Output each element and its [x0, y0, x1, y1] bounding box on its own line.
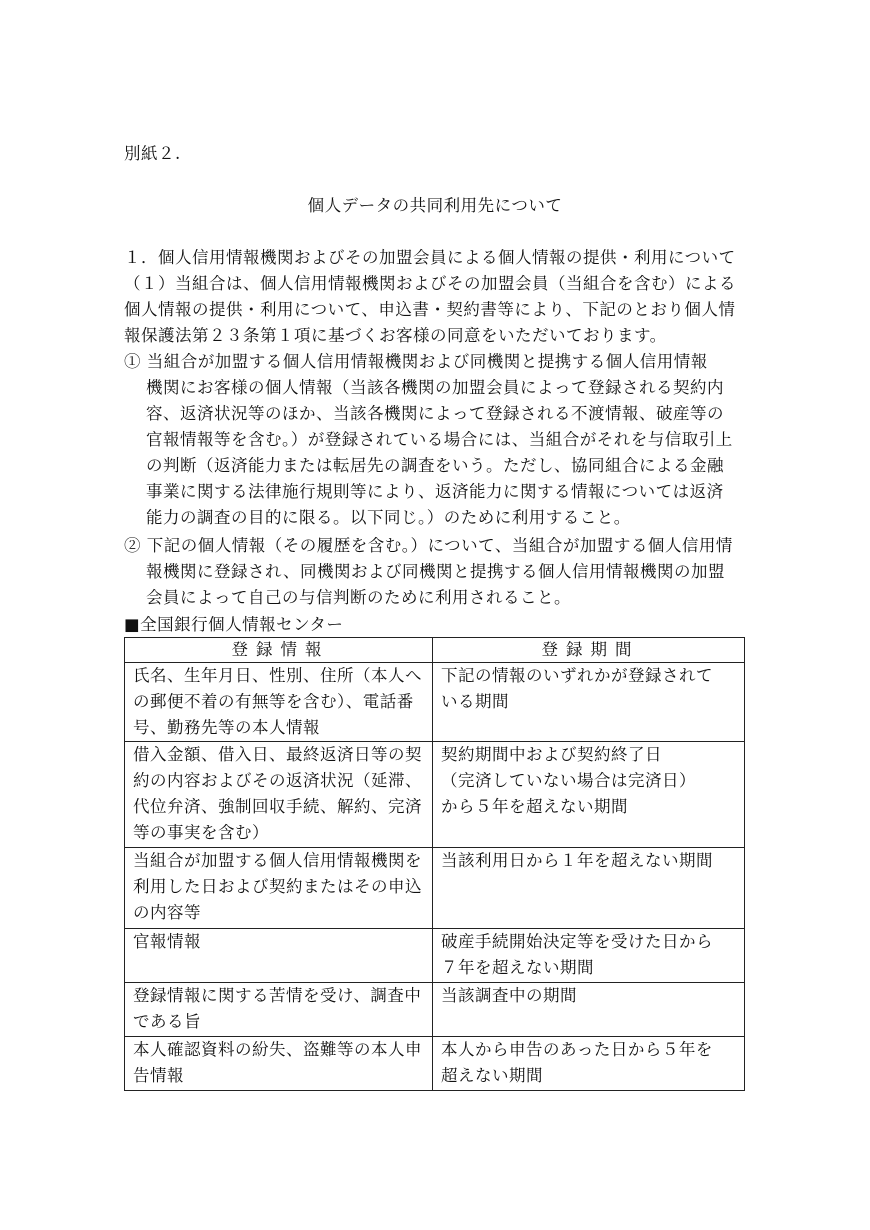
cell-line: 当該利用日から１年を超えない期間 [441, 851, 713, 870]
paragraph-line: 報保護法第２３条第１項に基づくお客様の同意をいただいております。 [124, 326, 667, 345]
item-line: ② 下記の個人情報（その履歴を含む。）について、当組合が加盟する個人信用情 [124, 536, 733, 555]
item-line: 会員によって自己の与信判断のために利用されること。 [146, 588, 571, 607]
info-cell [125, 848, 433, 929]
page-title: 個人データの共同利用先について [307, 196, 563, 215]
header-registration-period: 登録期間 [433, 638, 745, 663]
item-line: 報機関に登録され、同機関および同機関と提携する個人信用情報機関の加盟 [146, 562, 725, 581]
info-cell [125, 929, 433, 983]
cell-line: の内容等 [133, 903, 201, 922]
period-cell [433, 1037, 745, 1091]
item-line: 能力の調査の目的に限る。以下同じ。）のために利用すること。 [146, 508, 631, 527]
period-cell [433, 742, 745, 848]
cell-line: 借入金額、借入日、最終返済日等の契 [133, 745, 422, 764]
paragraph-line: 個人情報の提供・利用について、申込書・契約書等により、下記のとおり個人情 [124, 300, 736, 319]
info-cell [125, 983, 433, 1037]
registration-table [124, 637, 745, 1091]
table-header-row [125, 638, 745, 663]
item-line: 容、返済状況等のほか、当該各機関によって登録される不渡情報、破産等の [146, 404, 724, 423]
cell-line: （完済していない場合は完済日） [441, 771, 696, 790]
cell-line: 本人から申告のあった日から５年を [441, 1040, 713, 1059]
table-row [125, 742, 745, 848]
cell-line: 告情報 [133, 1066, 184, 1085]
cell-line: いる期間 [441, 692, 509, 711]
center-label: ■全国銀行個人情報センター [124, 615, 344, 634]
cell-line: 本人確認資料の紛失、盗難等の本人申 [133, 1040, 422, 1059]
appendix-label: 別紙２. [124, 144, 181, 163]
item-line: 官報情報等を含む。）が登録されている場合には、当組合がそれを与信取引上 [146, 430, 733, 449]
table-row [125, 1037, 745, 1091]
cell-line: である旨 [133, 1012, 201, 1031]
cell-line: 超えない期間 [441, 1066, 543, 1085]
header-registered-info: 登録情報 [125, 638, 433, 663]
table-row [125, 983, 745, 1037]
info-cell [125, 663, 433, 742]
table-row [125, 929, 745, 983]
cell-line: 下記の情報のいずれかが登録されて [441, 666, 713, 685]
cell-line: 破産手続開始決定等を受けた日から [441, 932, 713, 951]
period-cell [433, 983, 745, 1037]
cell-line: の郵便不着の有無等を含む）、電話番 [133, 692, 414, 711]
cell-line: 代位弁済、強制回収手続、解約、完済 [133, 797, 422, 816]
cell-line: 契約期間中および契約終了日 [441, 745, 662, 764]
period-cell [433, 929, 745, 983]
table-row [125, 848, 745, 929]
item-line: ① 当組合が加盟する個人信用情報機関および同機関と提携する個人信用情報 [124, 352, 708, 371]
item-line: の判断（返済能力または転居先の調査をいう。ただし、協同組合による金融 [146, 456, 724, 475]
cell-line: 登録情報に関する苦情を受け、調査中 [133, 986, 422, 1005]
cell-line: から５年を超えない期間 [441, 797, 628, 816]
cell-line: 当組合が加盟する個人信用情報機関を [133, 851, 422, 870]
cell-line: 氏名、生年月日、性別、住所（本人へ [133, 666, 422, 685]
period-cell [433, 848, 745, 929]
info-cell [125, 742, 433, 848]
cell-line: 利用した日および契約またはその申込 [133, 877, 422, 896]
cell-line: 官報情報 [133, 932, 201, 951]
info-cell [125, 1037, 433, 1091]
item-line: 機関にお客様の個人情報（当該各機関の加盟会員によって登録される契約内 [146, 378, 724, 397]
table-row [125, 663, 745, 742]
cell-line: 等の事実を含む） [133, 823, 269, 842]
period-cell [433, 663, 745, 742]
cell-line: 約の内容およびその返済状況（延滞、 [133, 771, 422, 790]
cell-line: ７年を超えない期間 [441, 958, 594, 977]
cell-line: 号、勤務先等の本人情報 [133, 718, 320, 737]
item-line: 事業に関する法律施行規則等により、返済能力に関する情報については返済 [146, 482, 724, 501]
cell-line: 当該調査中の期間 [441, 986, 577, 1005]
paragraph-line: （１）当組合は、個人信用情報機関およびその加盟会員（当組合を含む）による [124, 274, 736, 293]
section-heading: １．個人信用情報機関およびその加盟会員による個人情報の提供・利用について [124, 248, 736, 267]
